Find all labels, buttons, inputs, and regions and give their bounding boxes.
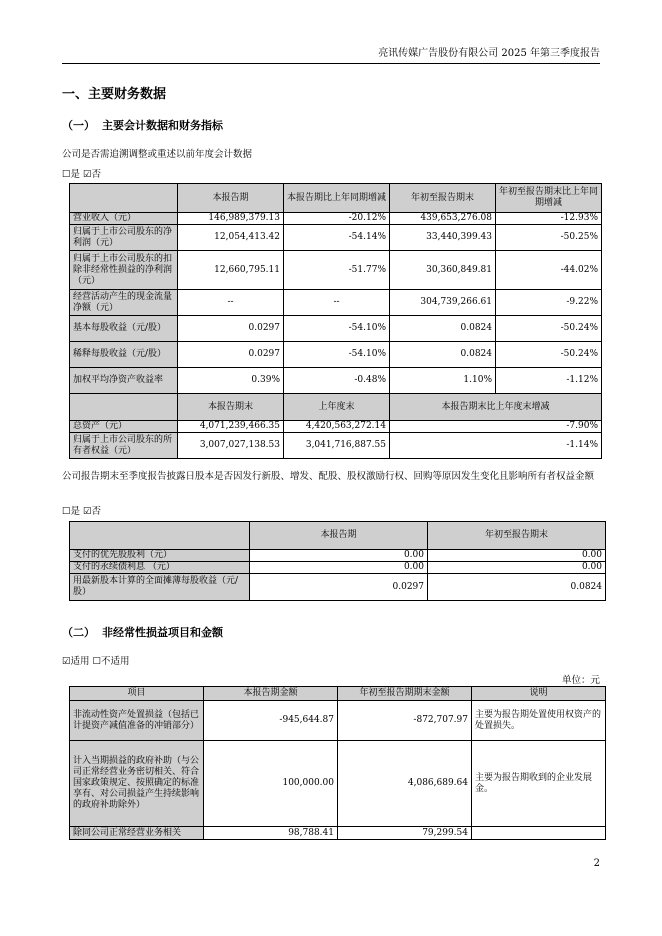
cell: -12.93%: [496, 213, 602, 225]
table-row: [70, 562, 606, 574]
cell: -50.24%: [496, 316, 602, 342]
col-header: 项目: [70, 687, 204, 701]
table-row: [70, 550, 606, 562]
cell: 0.0824: [390, 316, 496, 342]
subsection-number: （二）: [62, 626, 95, 639]
row-label: 归属于上市公司股东的扣除非经常性损益的净利润（元）: [70, 251, 178, 290]
row-label: 除同公司正常经营业务相关: [70, 827, 204, 840]
share-change-answer: ☐是 ☑否: [62, 506, 102, 517]
cell: -44.02%: [496, 251, 602, 290]
non-recurring-table: [69, 686, 606, 840]
subsection-number: （一）: [62, 119, 95, 132]
cell: 12,054,413.42: [178, 225, 284, 251]
header-rule: [62, 63, 600, 64]
cell: -1.14%: [390, 433, 602, 459]
row-label: 计入当期损益的政府补助（与公司正常经营业务密切相关、符合国家政策规定、按照确定的标准享有、对公司损益产生持续影响的政府补助除外）: [70, 741, 204, 827]
cell: 0.00: [428, 562, 606, 574]
restate-question: 公司是否需追溯调整或重述以前年度会计数据: [62, 149, 253, 160]
row-label: 非流动性资产处置损益（包括已计提资产减值准备的冲销部分）: [70, 701, 204, 741]
table-row: [70, 342, 602, 368]
cell: 33,440,399.43: [390, 225, 496, 251]
row-label: 营业收入（元）: [70, 213, 178, 225]
note-cell: [472, 827, 606, 840]
page-header: 亮讯传媒广告股份有限公司 2025 年第三季度报告: [378, 48, 600, 59]
cell: -872,707.97: [338, 701, 472, 741]
cell: -0.48%: [284, 368, 390, 394]
table-row: [70, 574, 606, 601]
cell: --: [178, 290, 284, 316]
col-header: 本报告期末比上年度末增减: [390, 394, 602, 421]
col-header: 年初至报告期期末金额: [338, 687, 472, 701]
col-header: 本报告期比上年同期增减: [284, 184, 390, 213]
cell: -54.10%: [284, 342, 390, 368]
cell: -945,644.87: [204, 701, 338, 741]
dividend-table: [69, 521, 606, 601]
cell: -9.22%: [496, 290, 602, 316]
cell: 79,299.54: [338, 827, 472, 840]
cell: 30,360,849.81: [390, 251, 496, 290]
header-blank: [70, 184, 178, 213]
unit-label: 单位：元: [561, 675, 600, 686]
row-label: 加权平均净资产收益率: [70, 368, 178, 394]
section-title: 一、主要财务数据: [62, 87, 167, 102]
cell: -54.10%: [284, 316, 390, 342]
table-row: [70, 368, 602, 394]
cell: 0.0297: [178, 316, 284, 342]
col-header: 年初至报告期末比上年同期增减: [496, 184, 602, 213]
row-label: 经营活动产生的现金流量净额（元）: [70, 290, 178, 316]
cell: 439,653,276.08: [390, 213, 496, 225]
col-header: 年初至报告期末: [390, 184, 496, 213]
subsection-text: 主要会计数据和财务指标: [102, 119, 223, 132]
restate-answer: ☐是 ☑否: [62, 169, 102, 180]
cell: -50.25%: [496, 225, 602, 251]
cell: 0.0297: [178, 342, 284, 368]
table-row: [70, 316, 602, 342]
cell: 4,086,689.64: [338, 741, 472, 827]
col-header: 本报告期: [178, 184, 284, 213]
col-header: 年初至报告期末: [428, 522, 606, 550]
cell: -51.77%: [284, 251, 390, 290]
cell: 100,000.00: [204, 741, 338, 827]
row-label: 基本每股收益（元/股）: [70, 316, 178, 342]
row-label: 用最新股本计算的全面摊薄每股收益（元/股）: [70, 574, 250, 601]
applicable-checkbox: ☑适用 ☐不适用: [62, 656, 130, 667]
cell: 0.39%: [178, 368, 284, 394]
col-header: 本报告期金额: [204, 687, 338, 701]
row-label: 稀释每股收益（元/股）: [70, 342, 178, 368]
cell: 304,739,266.61: [390, 290, 496, 316]
note-cell: 主要为报告期处置使用权资产的处置损失。: [472, 701, 606, 741]
cell: 4,420,563,272.14: [284, 421, 390, 433]
cell: -50.24%: [496, 342, 602, 368]
subsection-title-2: [62, 624, 223, 640]
subsection-title-1: [62, 117, 223, 133]
cell: 3,041,716,887.55: [284, 433, 390, 459]
header-blank: [70, 522, 250, 550]
cell: 0.00: [250, 562, 428, 574]
table-row: [70, 251, 602, 290]
row-label: 总资产（元）: [70, 421, 178, 433]
cell: 146,989,379.13: [178, 213, 284, 225]
table-row: [70, 433, 602, 459]
table-row: [70, 701, 606, 741]
table-row: [70, 290, 602, 316]
cell: -1.12%: [496, 368, 602, 394]
table-row: [70, 421, 602, 433]
cell: 0.0824: [390, 342, 496, 368]
row-label: 归属于上市公司股东的所有者权益（元）: [70, 433, 178, 459]
cell: 3,007,027,138.53: [178, 433, 284, 459]
cell: 1.10%: [390, 368, 496, 394]
col-header: 上年度末: [284, 394, 390, 421]
table-row: [70, 225, 602, 251]
cell: 0.00: [428, 550, 606, 562]
row-label: 支付的优先股股利（元）: [70, 550, 250, 562]
header-blank: [70, 394, 178, 421]
cell: 0.00: [250, 550, 428, 562]
col-header: 本报告期: [250, 522, 428, 550]
row-label: 支付的永续债利息 （元）: [70, 562, 250, 574]
key-financial-table: [69, 183, 602, 459]
row-label: 归属于上市公司股东的净利润（元）: [70, 225, 178, 251]
cell: -54.14%: [284, 225, 390, 251]
note-cell: 主要为报告期收到的企业发展金。: [472, 741, 606, 827]
cell: 98,788.41: [204, 827, 338, 840]
page-number: 2: [593, 858, 600, 869]
share-change-question: 公司报告期末至季度报告披露日股本是否因发行新股、增发、配股、股权激励行权、回购等原因发生变化且影响所有者权益金额: [62, 471, 595, 482]
cell: 0.0824: [428, 574, 606, 601]
table-row: [70, 213, 602, 225]
table-row: [70, 741, 606, 827]
cell: --: [284, 290, 390, 316]
cell: 12,660,795.11: [178, 251, 284, 290]
cell: -7.90%: [390, 421, 602, 433]
cell: -20.12%: [284, 213, 390, 225]
table-row: [70, 827, 606, 840]
col-header: 说明: [472, 687, 606, 701]
cell: 0.0297: [250, 574, 428, 601]
subsection-text: 非经常性损益项目和金额: [102, 626, 223, 639]
cell: 4,071,239,466.35: [178, 421, 284, 433]
col-header: 本报告期末: [178, 394, 284, 421]
